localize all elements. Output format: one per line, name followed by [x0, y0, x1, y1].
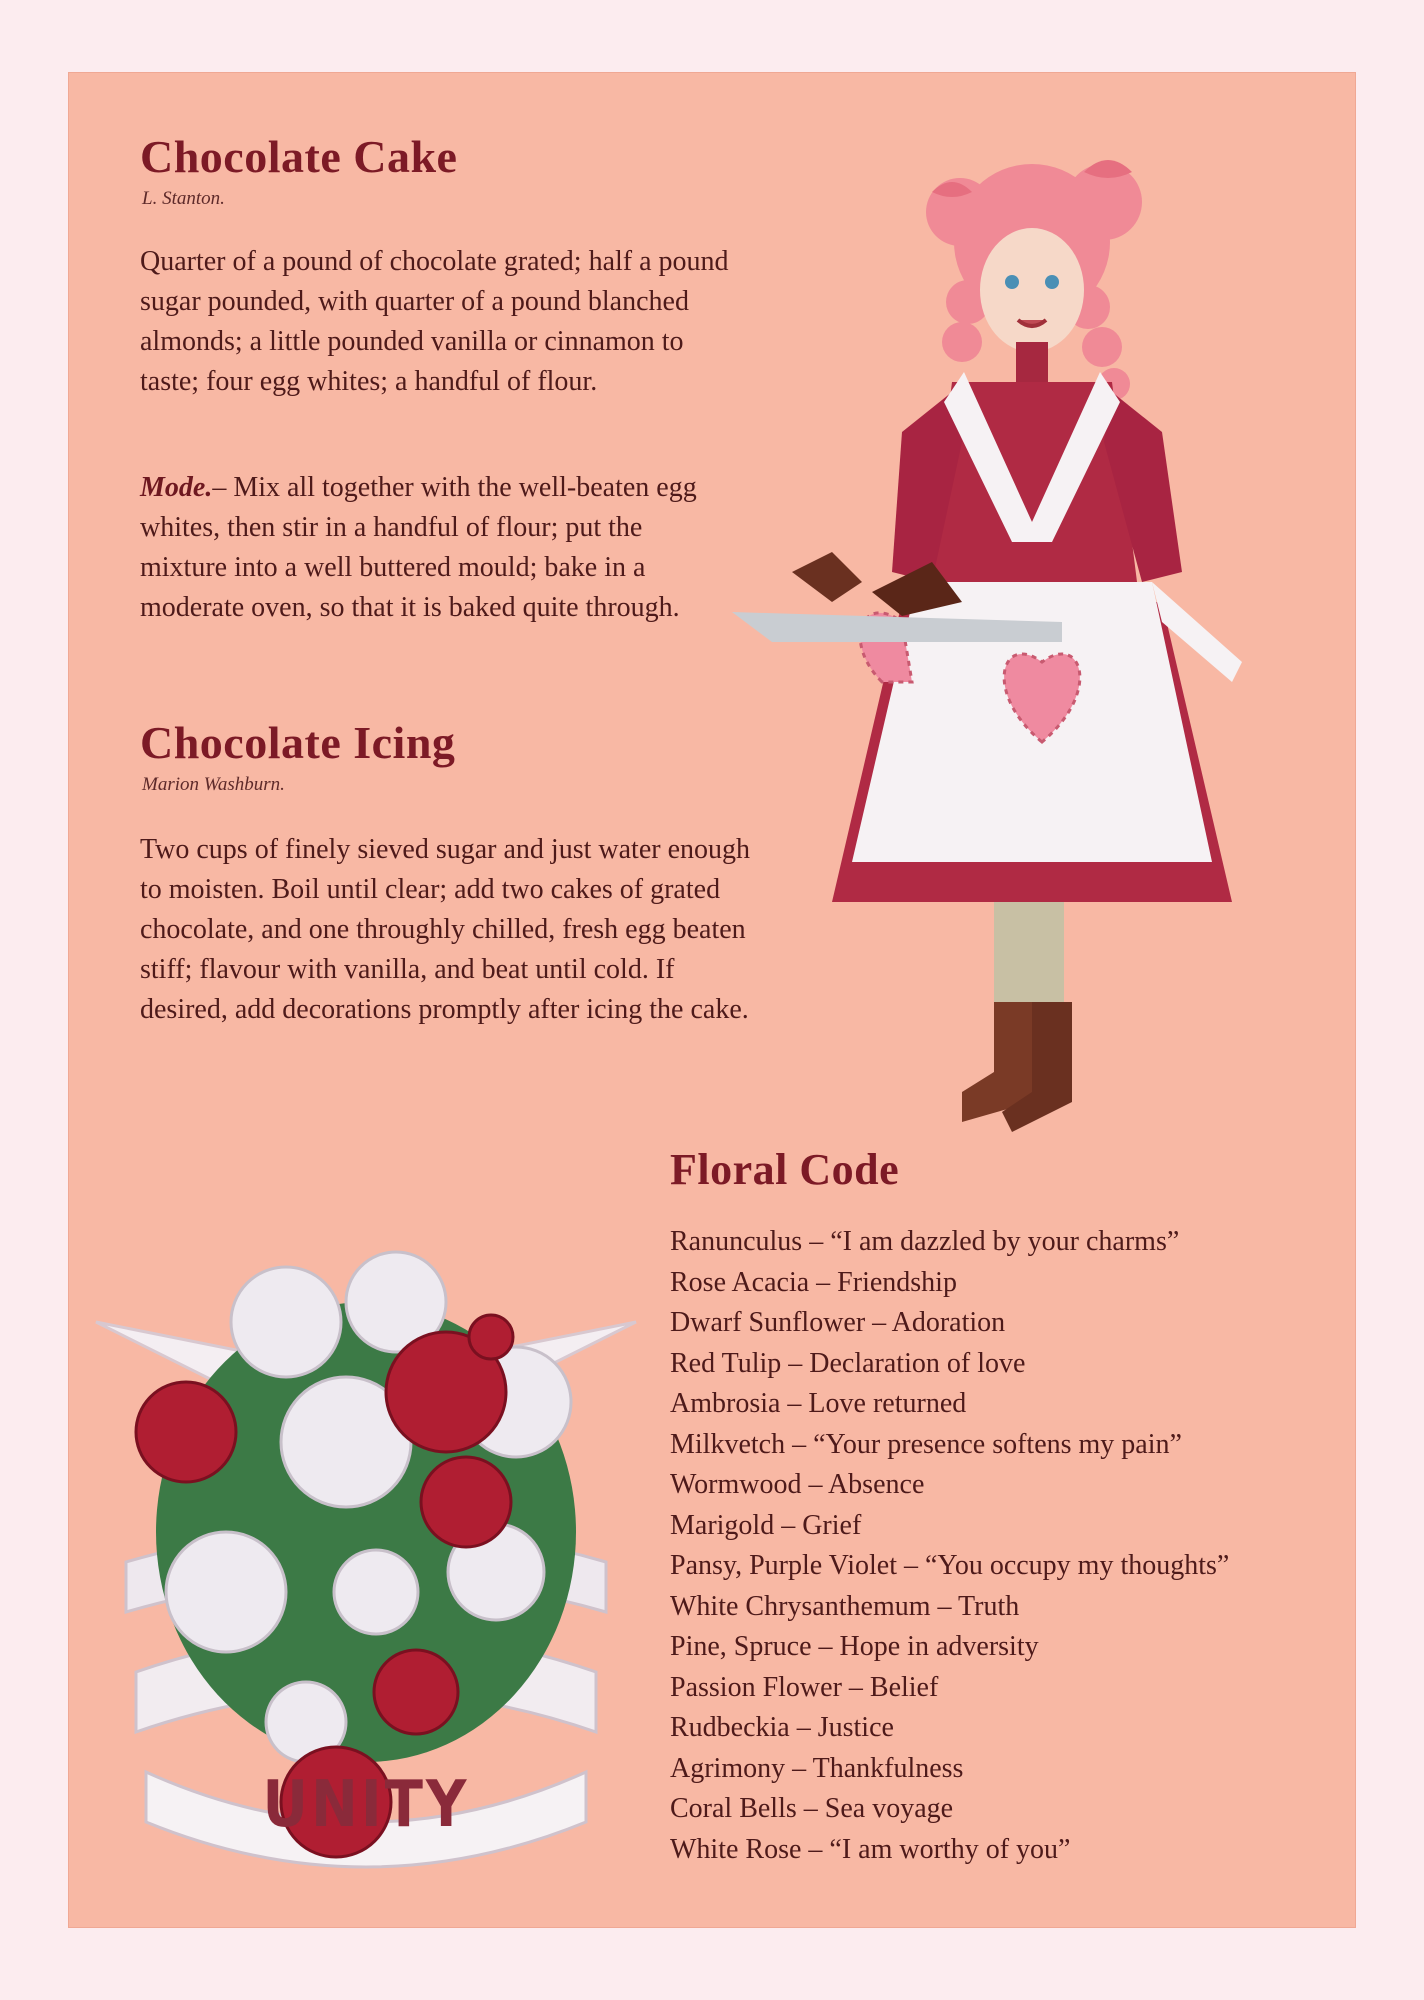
maid-illustration: [732, 102, 1392, 1182]
mode-label: Mode.: [140, 472, 213, 503]
floral-code-entry: Agrimony – Thankfulness: [670, 1752, 964, 1784]
floral-code-entry: Marigold – Grief: [670, 1509, 862, 1541]
floral-code-entry: Red Tulip – Declaration of love: [670, 1347, 1026, 1379]
icing-instructions: Two cups of finely sieved sugar and just water enough to moisten. Boil until clear; add two cakes of grated chocolate, and one throughly chilled, fresh egg beaten stiff; flavour with vanilla, and beat until cold. If desired, add decorations promptly after icing the cake.: [140, 834, 750, 1025]
floral-code-title: Floral Code: [670, 1145, 900, 1194]
floral-code-entry: Rudbeckia – Justice: [670, 1712, 894, 1743]
icing-title: Chocolate Icing: [140, 717, 456, 768]
icing-author: Marion Washburn.: [142, 774, 285, 795]
unity-bouquet-illustration: [86, 1232, 646, 1882]
floral-code-entry: Rose Acacia – Friendship: [670, 1266, 957, 1298]
floral-code-entry: Coral Bells – Sea voyage: [670, 1793, 954, 1824]
floral-code-entry: White Chrysanthemum – Truth: [670, 1590, 1020, 1622]
cake-method: [140, 468, 700, 628]
floral-code-entry: Wormwood – Absence: [670, 1469, 925, 1500]
floral-code-list: [670, 1222, 1350, 1870]
floral-code-entry: Pine, Spruce – Hope in adversity: [670, 1631, 1039, 1662]
floral-code-entry: Ambrosia – Love returned: [670, 1388, 967, 1419]
unity-banner-text: UNITY: [262, 1767, 470, 1842]
recipe-card: [68, 72, 1356, 1928]
mode-text: – Mix all together with the well-beaten egg whites, then stir in a handful of flour; put the mixture into a well buttered mould; bake in a moderate oven, so that it is baked quite through.: [140, 472, 697, 623]
floral-code-entry: Dwarf Sunflower – Adoration: [670, 1307, 1006, 1338]
floral-code-entry: Passion Flower – Belief: [670, 1671, 939, 1703]
cake-title: Chocolate Cake: [140, 131, 458, 182]
cake-author: L. Stanton.: [142, 188, 225, 209]
floral-code-entry: Ranunculus – “I am dazzled by your charms”: [670, 1226, 1180, 1257]
floral-code-entry: Pansy, Purple Violet – “You occupy my thoughts”: [670, 1550, 1230, 1581]
cake-ingredients: Quarter of a pound of chocolate grated; half a pound sugar pounded, with quarter of a pound blanched almonds; a little pounded vanilla or cinnamon to taste; four egg whites; a handful of flour.: [140, 246, 729, 397]
floral-code-entry: White Rose – “I am worthy of you”: [670, 1833, 1071, 1865]
floral-code-entry: Milkvetch – “Your presence softens my pain”: [670, 1428, 1182, 1460]
